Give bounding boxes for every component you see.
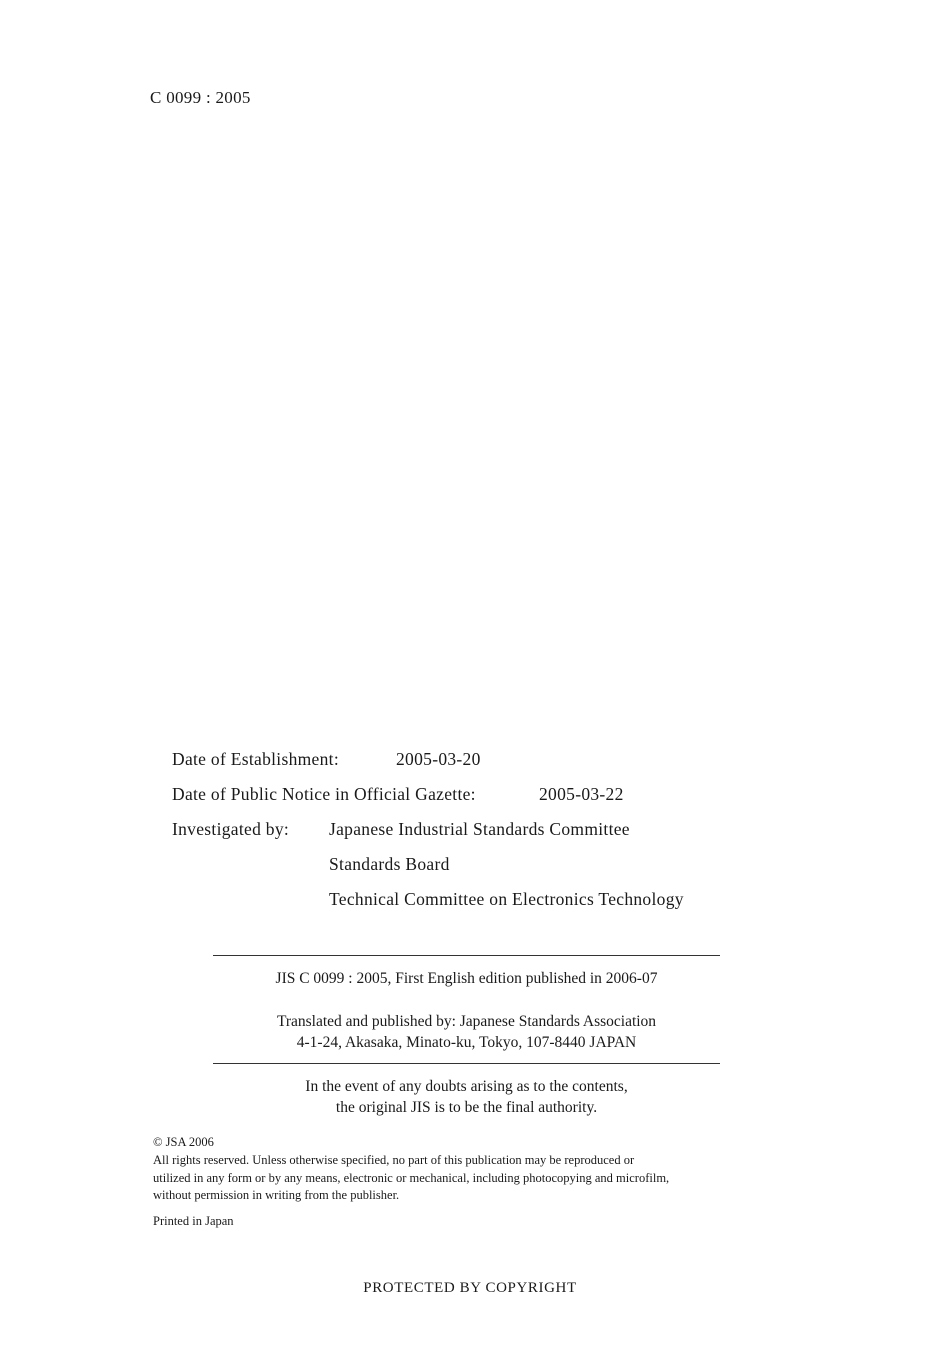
- document-number: C 0099 : 2005: [150, 88, 251, 107]
- public-notice-value: 2005-03-22: [539, 784, 624, 804]
- investigator-item: Japanese Industrial Standards Committee: [329, 819, 630, 839]
- investigator-item: Standards Board: [329, 854, 450, 874]
- investigated-by-label: Investigated by:: [172, 819, 290, 839]
- printed-in: Printed in Japan: [153, 1214, 234, 1228]
- public-notice-label: Date of Public Notice in Official Gazette:: [172, 784, 476, 804]
- establishment-date-label: Date of Establishment:: [172, 749, 339, 769]
- authority-line: In the event of any doubts arising as to the contents,: [305, 1078, 628, 1095]
- authority-notice: [213, 1076, 720, 1118]
- publisher-line: Translated and published by: Japanese Standards Association: [276, 1013, 657, 1030]
- divider-bottom: [213, 1063, 720, 1064]
- investigator-item: Technical Committee on Electronics Technology: [329, 889, 684, 909]
- publisher-block: [213, 1011, 720, 1053]
- divider-top: [213, 955, 720, 956]
- rights-text: [153, 1152, 669, 1205]
- rights-line: without permission in writing from the publisher.: [153, 1188, 400, 1202]
- address-line: 4-1-24, Akasaka, Minato-ku, Tokyo, 107-8440 JAPAN: [296, 1034, 637, 1051]
- establishment-date-value: 2005-03-20: [396, 749, 481, 769]
- authority-line: the original JIS is to be the final authority.: [335, 1099, 598, 1116]
- protected-footer: PROTECTED BY COPYRIGHT: [363, 1280, 577, 1296]
- rights-line: utilized in any form or by any means, electronic or mechanical, including photocopying and microfilm,: [153, 1170, 670, 1185]
- copyright-notice: © JSA 2006: [153, 1135, 214, 1149]
- rights-line: All rights reserved. Unless otherwise specified, no part of this publication may be reproduced or: [153, 1153, 635, 1167]
- edition-line: JIS C 0099 : 2005, First English edition published in 2006-07: [275, 970, 658, 987]
